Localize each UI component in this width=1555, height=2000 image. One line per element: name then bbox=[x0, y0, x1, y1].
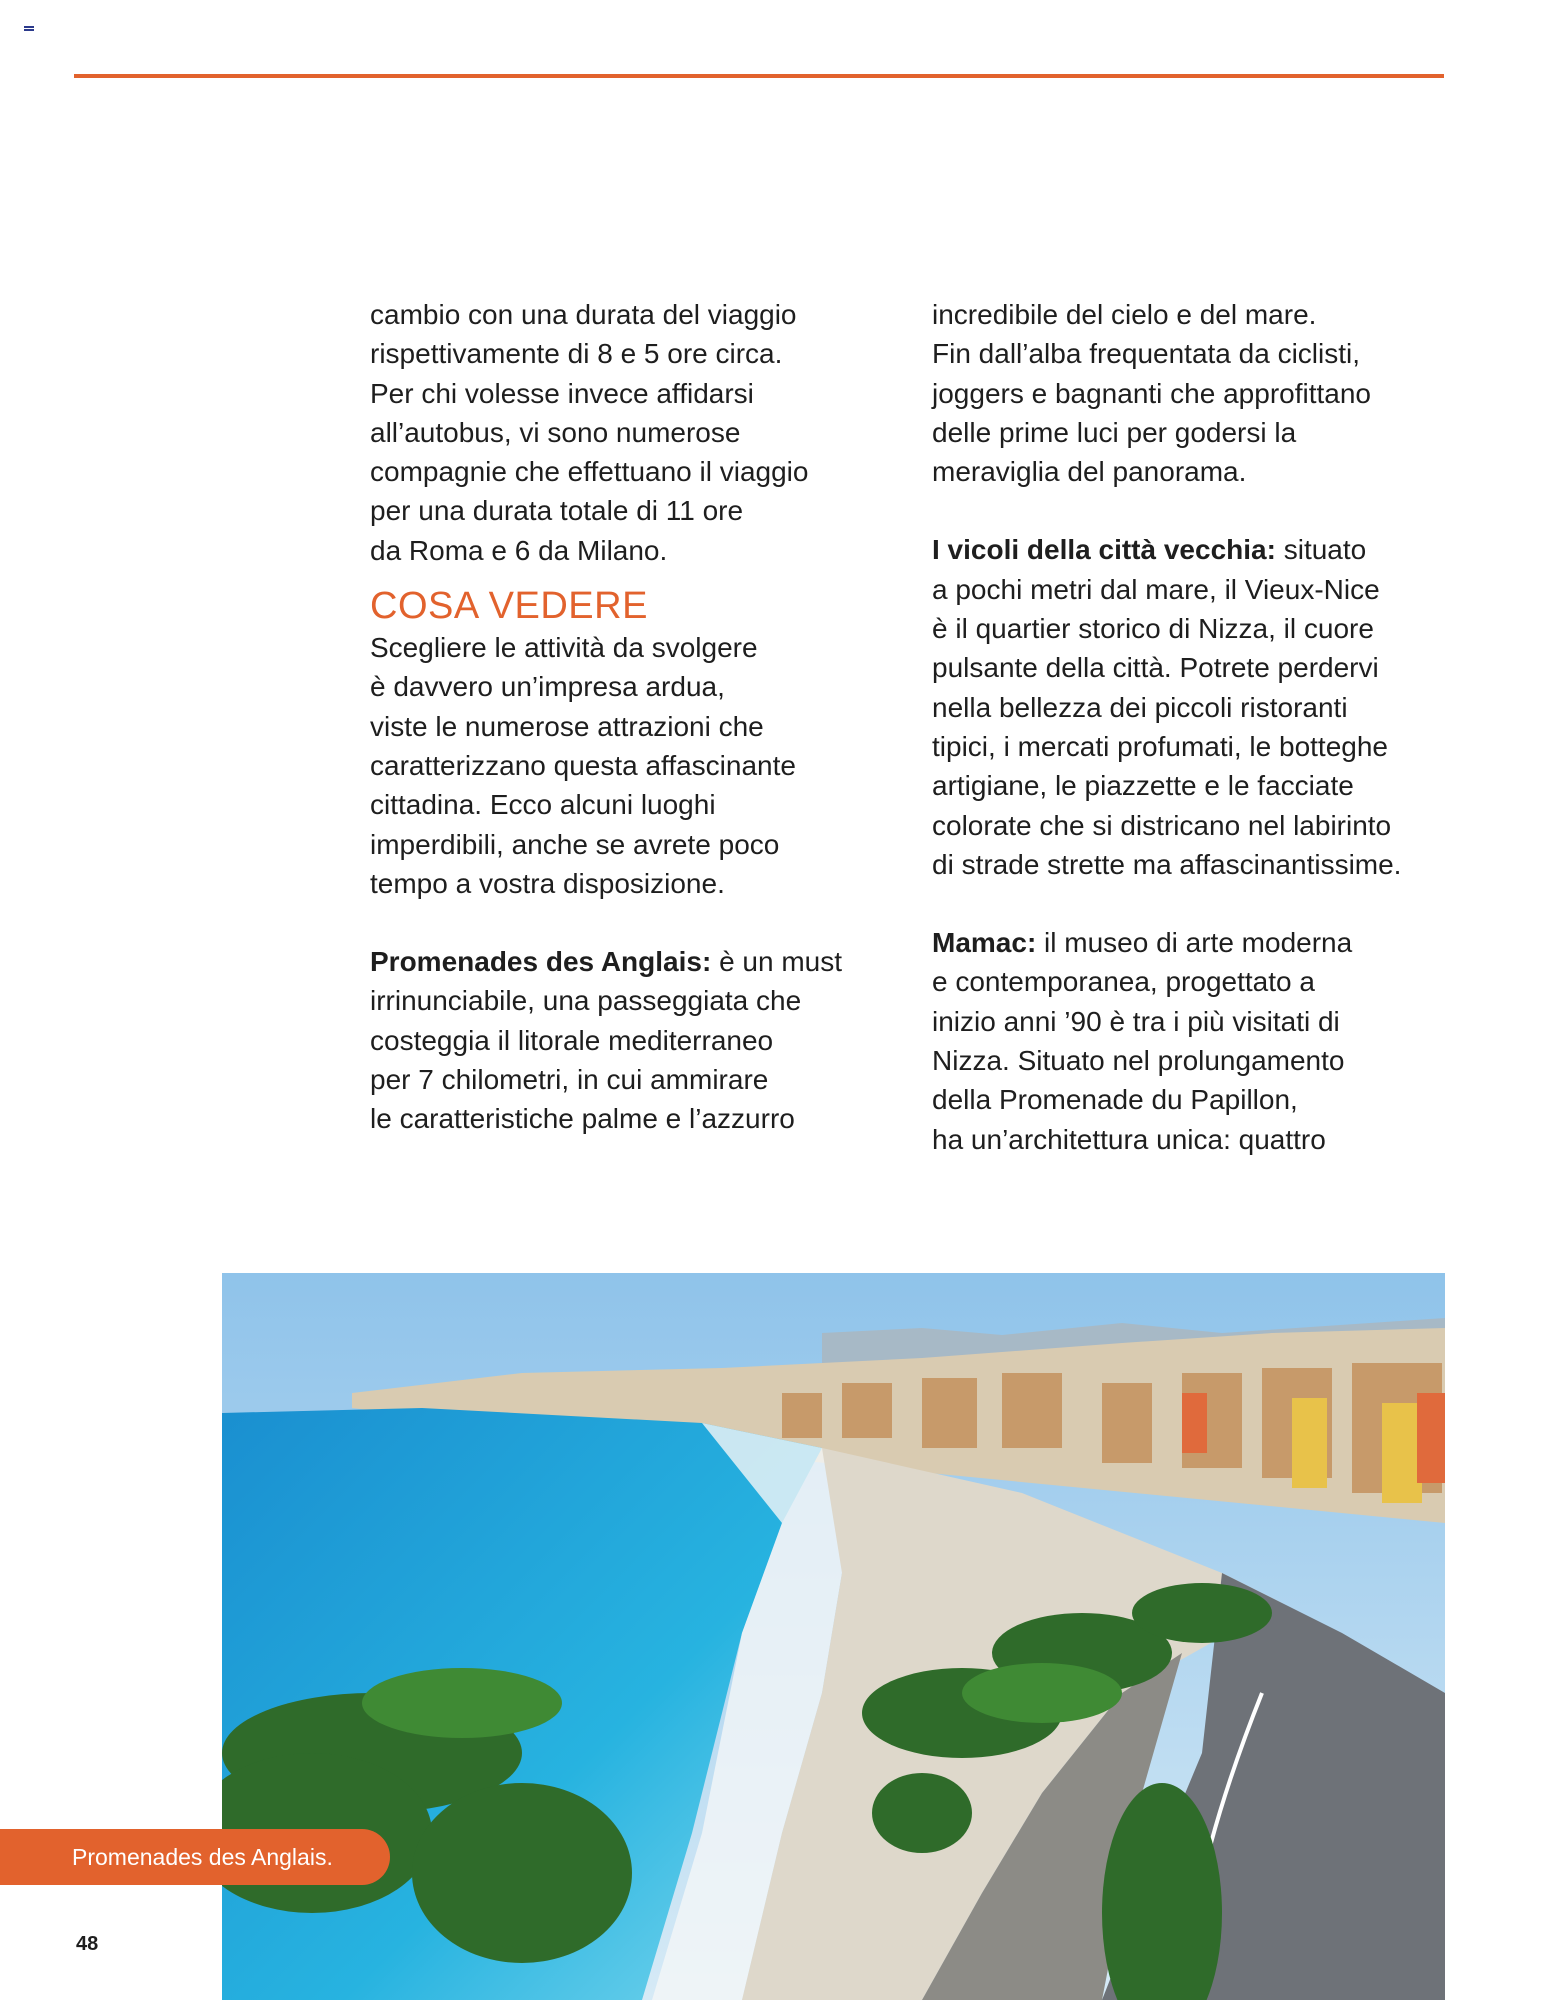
bold-term: Promenades des Anglais: bbox=[370, 946, 712, 978]
top-rule bbox=[74, 74, 1444, 78]
menu-icon[interactable] bbox=[24, 26, 34, 34]
paragraph-text: il museo di arte moderna e contemporanea, progettato a inizio anni ’90 è tra i più visitati di Nizza. Situato nel prolungamento della Promenade du Papillon, ha un’architettura unica: quattro bbox=[932, 927, 1353, 1155]
paragraph bbox=[370, 942, 890, 1138]
paragraph: Scegliere le attività da svolgere è davvero un’impresa ardua, viste le numerose attrazioni che caratterizzano questa affascinante cittadina. Ecco alcuni luoghi imperdibili, anche se avrete poco tempo a vostra disposizione. bbox=[370, 632, 796, 899]
bold-term: Mamac: bbox=[932, 927, 1037, 959]
paragraph: incredibile del cielo e del mare. Fin dall’alba frequentata da ciclisti, joggers e bagnanti che approfittano delle prime luci per godersi la meraviglia del panorama. bbox=[932, 299, 1371, 488]
photo-caption: Promenades des Anglais. bbox=[0, 1829, 390, 1885]
paragraph: cambio con una durata del viaggio rispettivamente di 8 e 5 ore circa. Per chi volesse invece affidarsi all’autobus, vi sono numerose compagnie che effettuano il viaggio per una durata totale di 11 ore da Roma e 6 da Milano. bbox=[370, 299, 809, 566]
page-number: 48 bbox=[76, 1933, 99, 1955]
paragraph-text: è un must irrinunciabile, una passeggiata che costeggia il litorale mediterraneo per 7 chilometri, in cui ammirare le caratteristiche palme e l’azzurro bbox=[370, 946, 843, 1135]
right-column bbox=[932, 295, 1452, 1159]
bold-term: I vicoli della città vecchia: bbox=[932, 534, 1276, 566]
promenade-photo bbox=[222, 1273, 1445, 2000]
section-heading: COSA VEDERE bbox=[370, 585, 648, 628]
paragraph bbox=[932, 530, 1452, 884]
left-column bbox=[370, 295, 890, 1139]
paragraph bbox=[932, 923, 1452, 1159]
paragraph-text: situato a pochi metri dal mare, il Vieux-Nice è il quartier storico di Nizza, il cuore pulsante della città. Potrete perdervi nella bellezza dei piccoli ristoranti tipici, i mercati profumati, le botteghe artigiane, le piazzette e le facciate colorate che si districano nel labirinto di strade strette ma affascinantissime. bbox=[932, 534, 1402, 880]
